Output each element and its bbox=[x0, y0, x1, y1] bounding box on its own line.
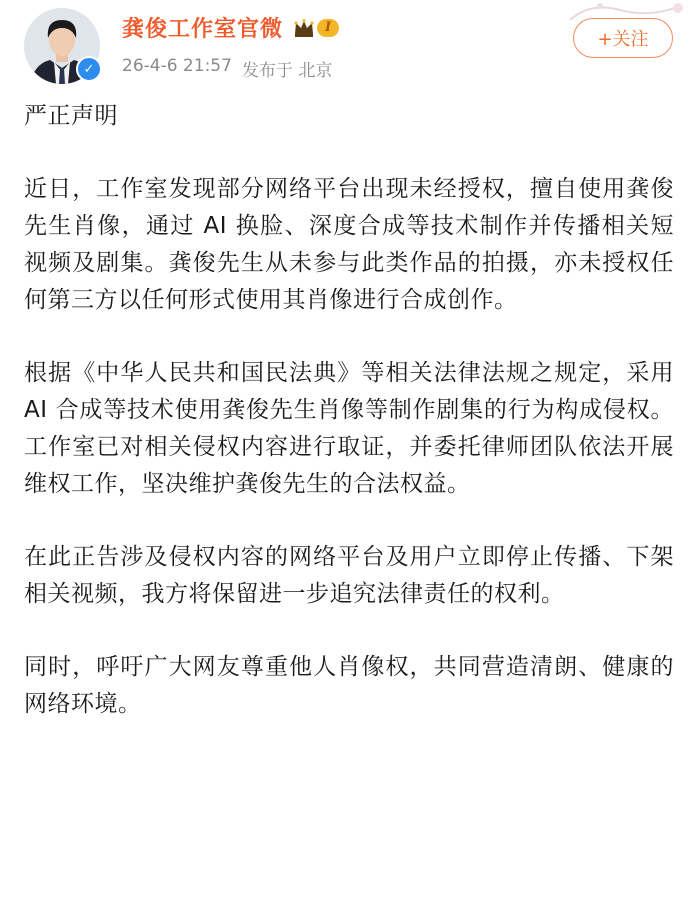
name-row bbox=[122, 12, 339, 43]
follow-button[interactable]: +关注 bbox=[573, 18, 673, 58]
post-meta bbox=[122, 56, 332, 81]
post-paragraph: 同时，呼吁广大网友尊重他人肖像权，共同营造清朗、健康的网络环境。 bbox=[24, 654, 674, 717]
crown-icon bbox=[293, 18, 315, 38]
user-name[interactable]: 龚俊工作室官微 bbox=[122, 17, 284, 42]
post-paragraph: 根据《中华人民共和国民法典》等相关法律法规之规定，采用 AI 合成等技术使用龚俊先生肖像等制作剧集的行为构成侵权。工作室已对相关侵权内容进行取证，并委托律师团队依法开展维权工作，坚决维护龚俊先生的合法权益。 bbox=[24, 360, 674, 497]
vip-level: I bbox=[317, 19, 339, 37]
post-paragraph: 在此正告涉及侵权内容的网络平台及用户立即停止传播、下架相关视频，我方将保留进一步追究法律责任的权利。 bbox=[24, 544, 674, 607]
post-location: 发布于 北京 bbox=[241, 61, 333, 81]
post-header bbox=[0, 0, 700, 95]
verified-badge-icon: ✓ bbox=[76, 56, 102, 82]
post-timestamp: 26-4-6 21:57 bbox=[122, 56, 232, 76]
post-paragraph: 近日，工作室发现部分网络平台出现未经授权，擅自使用龚俊先生肖像，通过 AI 换脸、深度合成等技术制作并传播相关短视频及剧集。龚俊先生从未参与此类作品的拍摄，亦未授权任何第三方以任何形式使用其肖像进行合成创作。 bbox=[24, 176, 674, 313]
avatar[interactable] bbox=[24, 8, 100, 84]
post-title: 严正声明 bbox=[24, 103, 118, 129]
post-content bbox=[24, 98, 674, 759]
vip-badge[interactable] bbox=[293, 18, 339, 38]
